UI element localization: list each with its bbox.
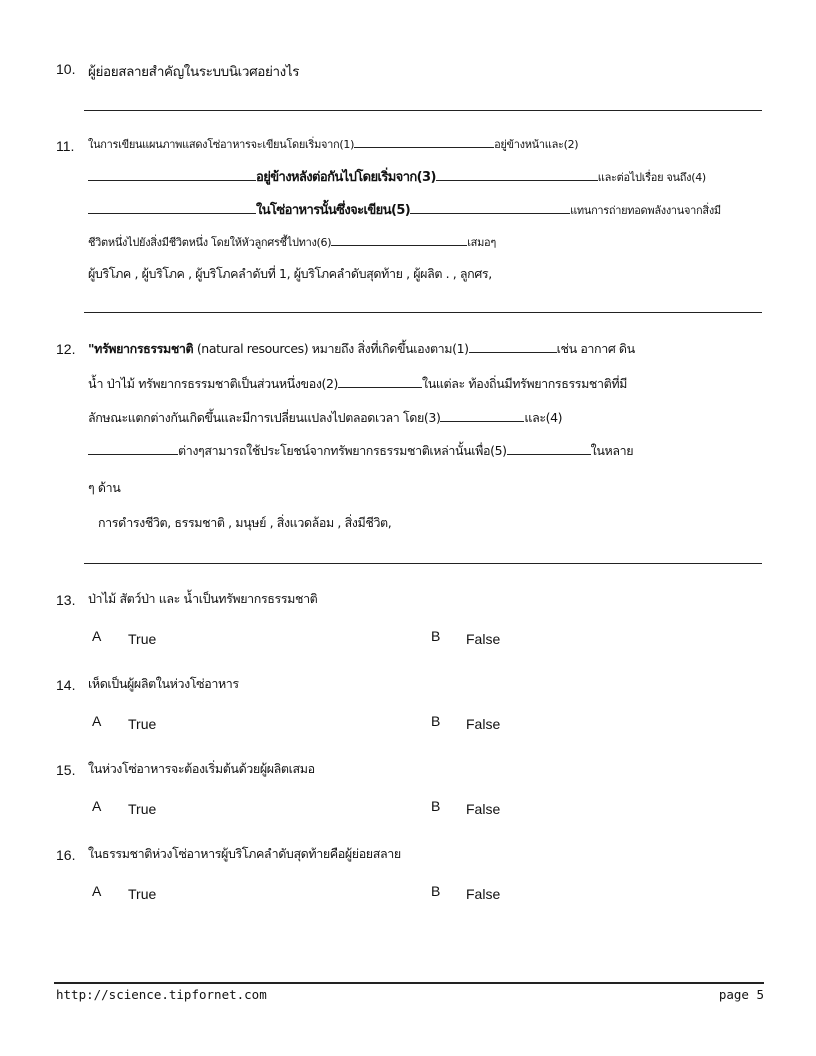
answer-line-q12 xyxy=(84,563,762,564)
question-12-number: 12. xyxy=(56,341,76,357)
question-16-number: 16. xyxy=(56,847,76,863)
option-b-letter[interactable]: B xyxy=(431,883,441,899)
option-false-label[interactable]: False xyxy=(466,801,501,817)
page-number: page 5 xyxy=(718,987,764,1002)
option-a-letter[interactable]: A xyxy=(92,883,102,899)
question-15-number: 15. xyxy=(56,762,76,778)
question-12-line-1: "ทรัพยากรธรรมชาติ (natural resources) หมายถึง สิ่งที่เกิดขึ้นเองตาม(1) เช่น อากาศ ดิน xyxy=(88,341,635,356)
option-a-letter[interactable]: A xyxy=(92,713,102,729)
question-11-choices: ผู้บริโภค , ผู้บริโภค , ผู้บริโภคลำดับที่ 1, ผู้บริโภคลำดับสุดท้าย , ผู้ผลิต . , ลูกศร, xyxy=(88,266,492,281)
question-12-choices: การดำรงชีวิต, ธรรมชาติ , มนุษย์ , สิ่งแวดล้อม , สิ่งมีชีวิต, xyxy=(98,515,392,530)
question-16-text: ในธรรมชาติห่วงโซ่อาหารผู้บริโภคลำดับสุดท้ายคือผู้ย่อยสลาย xyxy=(88,846,401,861)
question-12-line-4: ต่างๆสามารถใช้ประโยชน์จากทรัพยากรธรรมชาติเหล่านั้นเพื่อ(5) ในหลาย xyxy=(88,441,633,461)
blank-q12-5[interactable] xyxy=(507,442,591,455)
question-10-text: ผู้ย่อยสลายสำคัญในระบบนิเวศอย่างไร xyxy=(88,64,300,80)
blank-q12-3[interactable] xyxy=(440,409,524,422)
question-12-line-3: ลักษณะแตกต่างกันเกิดขึ้นและมีการเปลี่ยนแปลงไปตลอดเวลา โดย(3) และ(4) xyxy=(88,410,563,425)
footer-url[interactable]: http://science.tipfornet.com xyxy=(56,987,267,1002)
blank-q11-2[interactable] xyxy=(88,168,256,181)
option-b-letter[interactable]: B xyxy=(431,798,441,814)
question-13-number: 13. xyxy=(56,592,76,608)
footer-divider xyxy=(54,982,764,984)
blank-q11-6[interactable] xyxy=(331,233,467,246)
question-11-line-4: ชีวิตหนึ่งไปยังสิ่งมีชีวิตหนึ่ง โดยให้หัวลูกศรชี้ไปทาง(6) เสมอๆ xyxy=(88,233,496,251)
question-14-number: 14. xyxy=(56,677,76,693)
option-true-label[interactable]: True xyxy=(128,801,157,817)
question-12-line-5: ๆ ด้าน xyxy=(88,480,121,495)
blank-q11-1[interactable] xyxy=(354,135,494,148)
option-b-letter[interactable]: B xyxy=(431,628,441,644)
blank-q12-4[interactable] xyxy=(88,442,178,455)
blank-q11-3[interactable] xyxy=(436,168,598,181)
question-11-line-3: ในโซ่อาหารนั้นซึ่งจะเขียน(5) แทนการถ่ายทอดพลังงานจากสิ่งมี xyxy=(88,199,721,220)
question-11-line-2: อยู่ข้างหลังต่อกันไปโดยเริ่มจาก(3) และต่อไปเรื่อย จนถึง(4) xyxy=(88,166,706,187)
blank-q11-5[interactable] xyxy=(410,201,570,214)
question-14-text: เห็ดเป็นผู้ผลิตในห่วงโซ่อาหาร xyxy=(88,676,239,691)
option-false-label[interactable]: False xyxy=(466,716,501,732)
option-a-letter[interactable]: A xyxy=(92,628,102,644)
option-false-label[interactable]: False xyxy=(466,631,501,647)
blank-q12-1[interactable] xyxy=(469,340,557,353)
option-false-label[interactable]: False xyxy=(466,886,501,902)
question-11-number: 11. xyxy=(56,138,75,154)
question-12-line-2: น้ำ ป่าไม้ ทรัพยากรธรรมชาติเป็นส่วนหนึ่งของ(2) ในแต่ละ ท้องถิ่นมีทรัพยากรธรรมชาติที่มี xyxy=(88,376,628,391)
question-10-number: 10. xyxy=(56,61,76,77)
option-true-label[interactable]: True xyxy=(128,716,157,732)
option-a-letter[interactable]: A xyxy=(92,798,102,814)
answer-line-q11 xyxy=(84,312,762,313)
question-11-line-1: ในการเขียนแผนภาพแสดงโซ่อาหารจะเขียนโดยเริ่มจาก(1) อยู่ข้างหน้าและ(2) xyxy=(88,135,578,153)
question-15-text: ในห่วงโซ่อาหารจะต้องเริ่มต้นด้วยผู้ผลิตเสมอ xyxy=(88,761,315,776)
question-13-text: ป่าไม้ สัตว์ป่า และ น้ำเป็นทรัพยากรธรรมชาติ xyxy=(88,591,318,606)
option-true-label[interactable]: True xyxy=(128,886,157,902)
blank-q11-4[interactable] xyxy=(88,201,256,214)
option-b-letter[interactable]: B xyxy=(431,713,441,729)
answer-line-q10 xyxy=(84,110,762,111)
option-true-label[interactable]: True xyxy=(128,631,157,647)
blank-q12-2[interactable] xyxy=(338,375,422,388)
